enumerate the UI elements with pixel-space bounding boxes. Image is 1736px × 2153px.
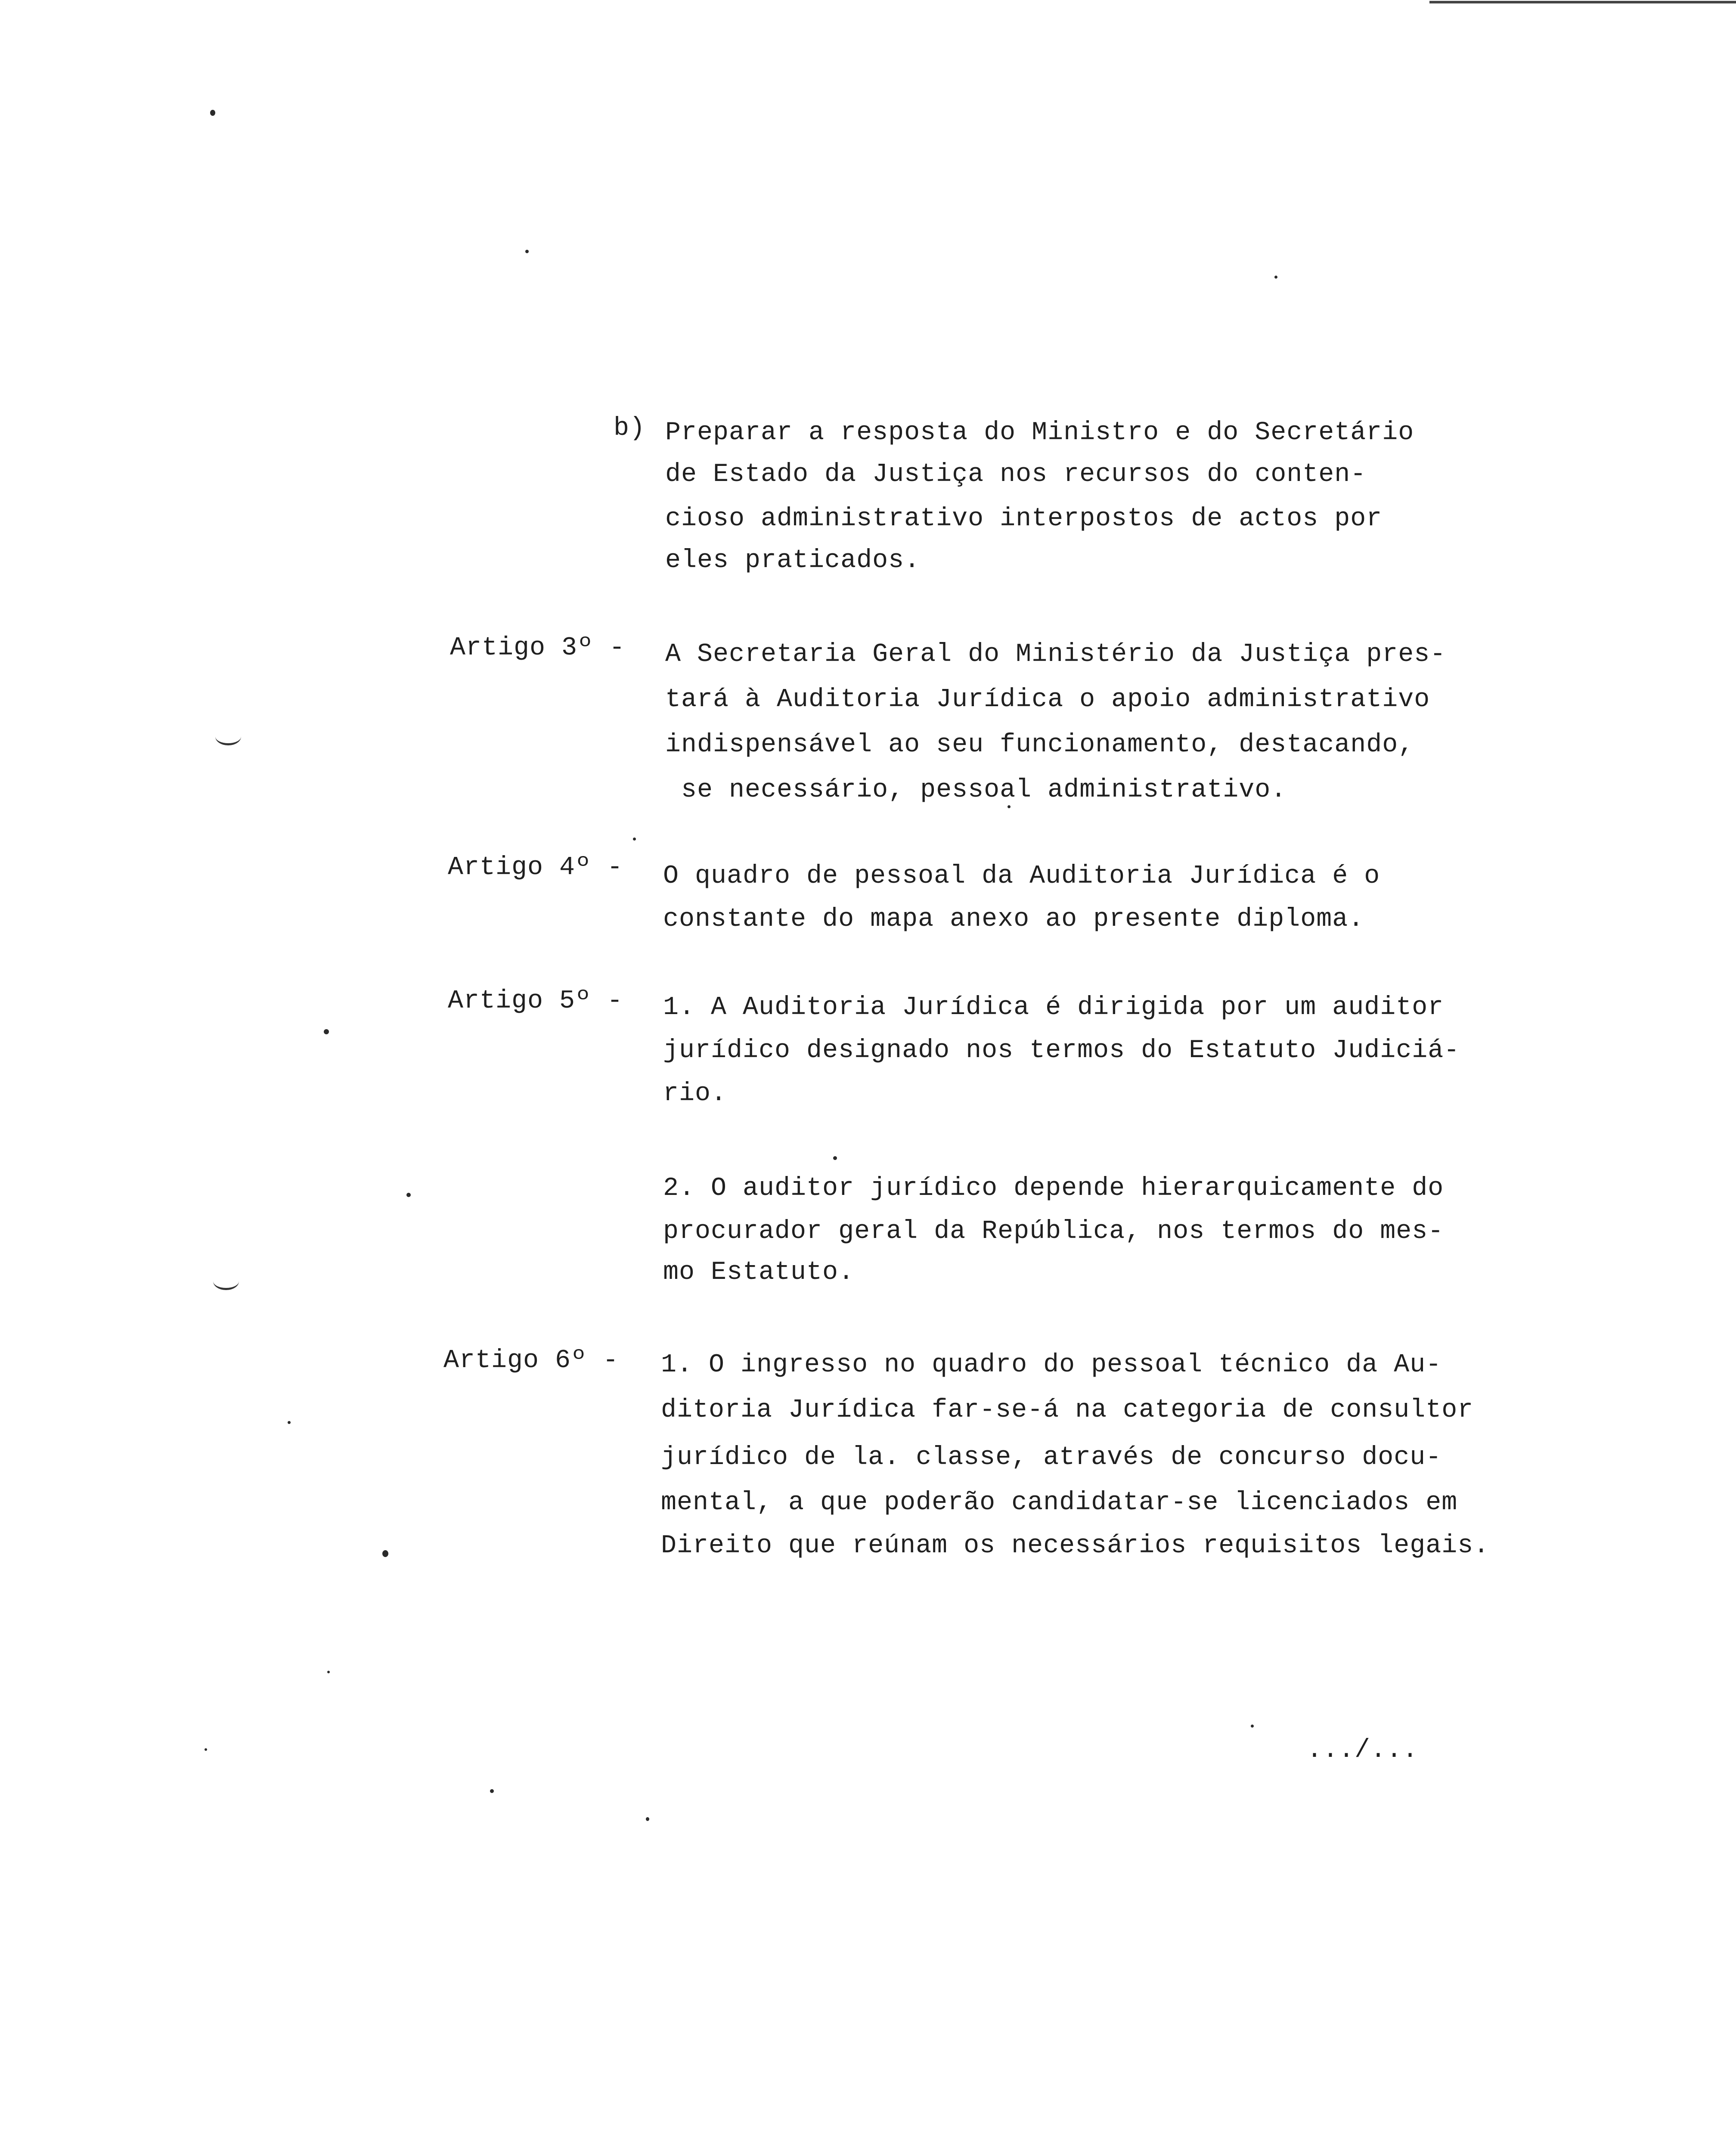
item-b-line-2: de Estado da Justiça nos recursos do conten-	[665, 460, 1367, 489]
scan-speck	[406, 1193, 411, 1197]
scan-speck	[1251, 1725, 1254, 1728]
continuation-marker: .../...	[1307, 1736, 1419, 1765]
article-6-line-3: jurídico de la. classe, através de concurso docu-	[661, 1443, 1442, 1472]
article-5-label: Artigo 5º -	[448, 987, 623, 1016]
article-3-line-1: A Secretaria Geral do Ministério da Justiça pres-	[665, 640, 1446, 669]
scan-speck	[833, 1156, 837, 1160]
scan-speck	[382, 1550, 388, 1557]
item-b-line-3: cioso administrativo interpostos de actos por	[665, 504, 1383, 534]
article-3-line-2: tará à Auditoria Jurídica o apoio administrativo	[665, 685, 1430, 714]
scan-speck	[324, 1029, 329, 1034]
item-b-marker: b)	[614, 414, 646, 443]
article-5-p2-line-1: 2. O auditor jurídico depende hierarquicamente do	[663, 1174, 1444, 1203]
article-5-p1-line-2: jurídico designado nos termos do Estatuto Judiciá-	[663, 1036, 1460, 1065]
article-5-p2-line-3: mo Estatuto.	[663, 1258, 855, 1287]
article-6-line-2: ditoria Jurídica far-se-á na categoria de consultor	[661, 1396, 1474, 1425]
scan-speck	[1008, 805, 1011, 808]
article-6-line-4: mental, a que poderão candidatar-se licenciados em	[661, 1488, 1458, 1517]
scan-speck	[288, 1421, 291, 1424]
article-6-label: Artigo 6º -	[443, 1346, 619, 1375]
scan-speck	[525, 250, 529, 253]
article-4-label: Artigo 4º -	[448, 853, 623, 882]
article-5-p2-line-2: procurador geral da República, nos termos do mes-	[663, 1217, 1444, 1246]
article-6-line-5: Direito que reúnam os necessários requisitos legais.	[661, 1531, 1490, 1560]
scan-speck	[1274, 276, 1277, 279]
scan-speck	[490, 1789, 494, 1793]
scan-speck	[633, 838, 636, 841]
item-b-line-1: Preparar a resposta do Ministro e do Secretário	[665, 418, 1414, 447]
article-3-line-3: indispensável ao seu funcionamento, destacando,	[665, 730, 1414, 760]
scan-arc-mark	[215, 728, 241, 745]
scan-arc-mark	[213, 1272, 239, 1290]
scan-speck	[205, 1748, 207, 1751]
article-3-line-4: se necessário, pessoal administrativo.	[665, 776, 1287, 805]
scan-speck	[646, 1817, 649, 1821]
article-4-line-1: O quadro de pessoal da Auditoria Jurídica é o	[663, 862, 1380, 891]
article-5-p1-line-1: 1. A Auditoria Jurídica é dirigida por um auditor	[663, 993, 1444, 1022]
article-3-label: Artigo 3º -	[450, 633, 626, 663]
article-6-line-1: 1. O ingresso no quadro do pessoal técnico da Au-	[661, 1350, 1442, 1380]
article-5-p1-line-3: rio.	[663, 1079, 727, 1108]
scan-speck	[327, 1671, 330, 1673]
item-b-line-4: eles praticados.	[665, 546, 921, 575]
top-edge-rule	[1429, 1, 1736, 3]
scan-speck	[210, 110, 215, 116]
article-4-line-2: constante do mapa anexo ao presente diploma.	[663, 905, 1364, 934]
